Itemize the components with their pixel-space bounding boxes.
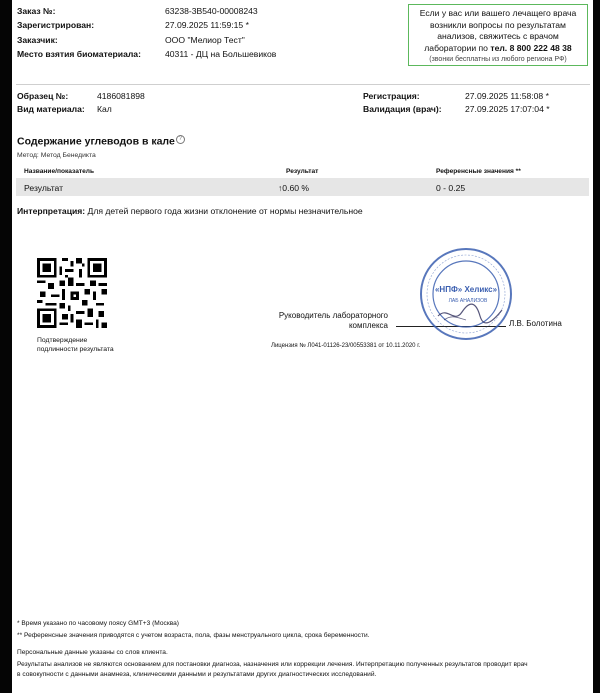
footnote-disclaimer-line-2: в совокупности с данными анамнеза, клиническими данными и результатами других диагностических исследований. [17,671,377,678]
result-high-flag-icon: ↑ [278,183,283,193]
material-label: Вид материала: [17,104,85,114]
registered-value: 27.09.2025 11:59:15 * [165,20,249,30]
footnote-personal-data: Персональные данные указаны со слов клиента. [17,649,168,656]
qr-caption [37,336,114,354]
material-value: Кал [97,104,112,114]
customer-label: Заказчик: [17,35,58,45]
header-divider [16,84,590,85]
result-name-cell: Результат [24,183,64,193]
notice-line-2: возникли вопросы по результатам [430,19,566,30]
license-text: Лицензия № Л041-01126-23/00553381 от 10.11.2020 г. [271,343,421,349]
signatory-title [270,311,388,331]
help-icon[interactable]: ? [176,135,185,144]
interpretation-text: Для детей первого года жизни отклонение от нормы незначительное [87,206,363,216]
registered-label: Зарегистрирован: [17,20,95,30]
doctor-contact-notice [408,4,588,66]
lab-report-page[interactable] [12,0,593,693]
reference-value-cell: 0 - 0.25 [436,183,466,193]
registration-label: Регистрация: [363,91,420,101]
interpretation-label: Интерпретация: [17,206,86,216]
test-title-text: Содержание углеводов в кале [17,135,175,148]
interpretation [17,206,363,216]
test-method: Метод: Метод Бенедикта [17,152,96,159]
right-border [593,0,600,693]
result-value-cell [278,183,309,193]
order-number-value: 63238-3B540-00008243 [165,6,258,16]
footnote-timezone: * Время указано по часовому поясу GMT+3 (Москва) [17,620,179,627]
signatory-title-line-1: Руководитель лабораторного [278,311,388,320]
column-header-reference: Референсные значения ** [436,168,521,175]
signatory-title-line-2: комплекса [348,321,388,330]
qr-code[interactable] [37,258,107,328]
notice-line-4 [409,43,587,55]
customer-value: ООО "Мелиор Тест" [165,35,245,45]
test-title [17,135,185,148]
sample-number-label: Образец №: [17,91,69,101]
stamp-seal-icon [418,246,514,342]
qr-caption-line-2: подлинности результата [37,346,114,353]
notice-line-1: Если у вас или вашего лечащего врача [419,8,577,18]
sample-number-value: 4186081898 [97,91,145,101]
collection-place-label: Место взятия биоматериала: [17,49,141,59]
notice-line-3: анализов, свяжитесь с врачом [437,31,559,41]
registration-value: 27.09.2025 11:58:08 * [465,91,549,101]
notice-line-4-prefix: лаборатории по [424,42,491,53]
validation-label: Валидация (врач): [363,104,442,114]
collection-place-value: 40311 - ДЦ на Большевиков [165,49,277,59]
signatory-name: Л.В. Болотина [509,319,562,328]
stamp-sub-text: ЛАБ АНАЛИЗОВ [448,298,488,304]
result-value: 0.60 % [282,183,310,193]
notice-free-call-note: (звонки бесплатны из любого региона РФ) [429,56,567,63]
qr-caption-line-1: Подтверждение [37,337,88,344]
order-number-label: Заказ №: [17,6,56,16]
validation-value: 27.09.2025 17:07:04 * [465,104,550,114]
footnote-reference: ** Референсные значения приводятся с учетом возраста, пола, фазы менструального цикла, срока беременности. [17,632,370,639]
footnote-disclaimer-line-1: Результаты анализов не являются основанием для постановки диагноза, назначения или коррекции лечения. Интерпретацию полученных результатов проводит врач [17,661,528,668]
stamp-center-text: «НПФ» Хеликс» [434,285,498,294]
notice-phone-link[interactable]: тел. 8 800 222 48 38 [490,42,572,53]
column-header-name: Название/показатель [24,168,95,175]
left-border [0,0,12,693]
column-header-result: Результат [286,168,319,175]
